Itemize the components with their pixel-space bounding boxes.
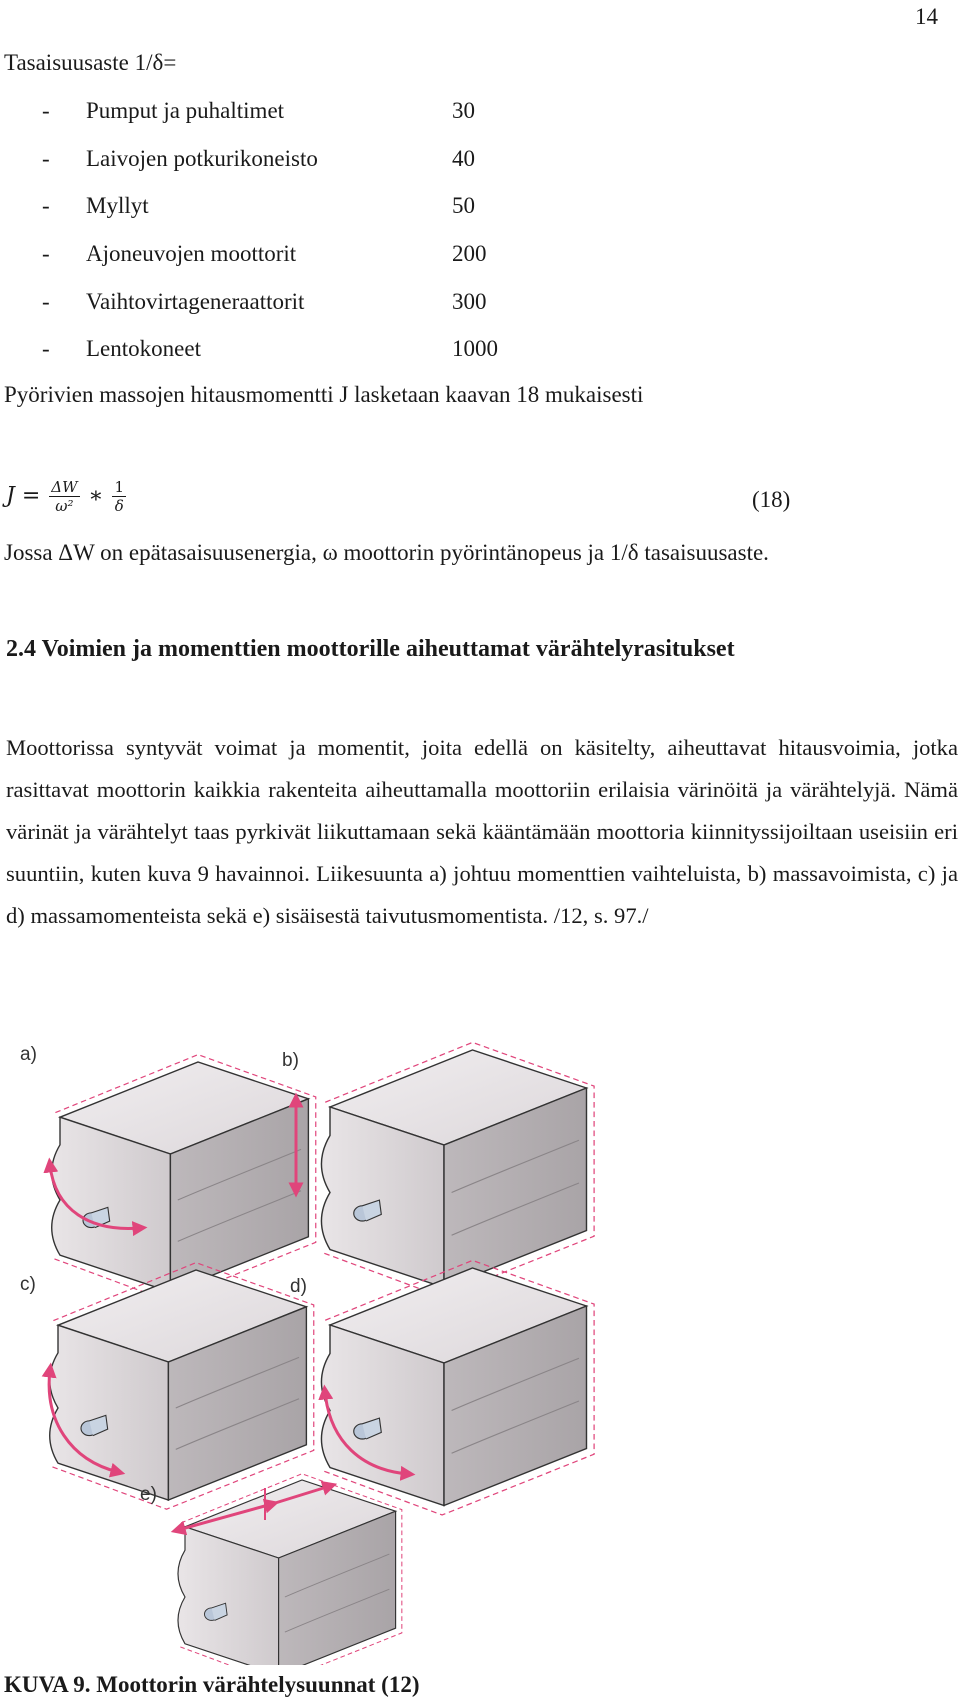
list-value: 50 — [452, 193, 475, 218]
explanation: Jossa ΔW on epätasaisuusenergia, ω moottorin pyörintänopeus ja 1/δ tasaisuusaste. — [4, 540, 769, 565]
list-label: Laivojen potkurikoneisto — [86, 146, 318, 171]
equation-lhs: J = — [6, 483, 41, 509]
list-label: Ajoneuvojen moottorit — [86, 241, 297, 266]
list-dash: - — [42, 289, 50, 314]
list-item — [0, 336, 960, 366]
list-value: 30 — [452, 98, 475, 123]
list-dash: - — [42, 193, 50, 218]
list-item — [0, 241, 960, 271]
figure-label-e: e) — [140, 1484, 157, 1505]
list-value: 300 — [452, 289, 487, 314]
engine-block-a — [52, 1055, 316, 1302]
list-dash: - — [42, 241, 50, 266]
list-label: Lentokoneet — [86, 336, 201, 361]
engine-block-c — [50, 1263, 314, 1510]
equation-fraction-1 — [49, 478, 79, 515]
fraction-1-numerator: ΔW — [51, 478, 78, 496]
page-number: 14 — [915, 4, 938, 29]
equation-fraction-2 — [112, 478, 126, 515]
fraction-2-denominator: δ — [114, 497, 124, 515]
figure-label-d: d) — [290, 1276, 307, 1297]
fraction-1-denominator: ω² — [55, 497, 74, 515]
figure-label-c: c) — [20, 1274, 36, 1295]
figure-caption: KUVA 9. Moottorin värähtelysuunnat (12) — [4, 1672, 420, 1697]
equation-operator: ∗ — [88, 483, 104, 509]
list-dash: - — [42, 336, 50, 361]
list-item — [0, 289, 960, 319]
figure-label-a: a) — [20, 1044, 37, 1065]
list-label: Myllyt — [86, 193, 149, 218]
intro-line: Tasaisuusaste 1/δ= — [4, 50, 177, 75]
list-label: Pumput ja puhaltimet — [86, 98, 285, 123]
list-dash: - — [42, 146, 50, 171]
list-dash: - — [42, 98, 50, 123]
vibration-directions-figure — [0, 1040, 960, 1665]
equation-number: (18) — [752, 487, 791, 512]
list-item — [0, 98, 960, 128]
engine-block-b — [321, 1042, 594, 1297]
body-paragraph: Moottorissa syntyvät voimat ja momentit, joita edellä on käsitelty, aiheuttavat hitausvoimia, jotka rasittavat moottorin kaikkia rakenteita aiheuttamalla moottoriin erilaisia värinöitä ja värähtelyjä. Nämä värinät ja värähtelyt taas pyrkivät liikuttamaan sekä kääntämään moottoria kiinnityssijoiltaan useisiin eri suuntiin, kuten kuva 9 havainnoi. Liikesuunta a) johtuu momenttien vaihteluista, b) massavoimista, c) ja d) massamomenteista sekä e) sisäisestä taivutusmomentista. /12, s. 97./ — [6, 735, 958, 928]
list-label: Vaihtovirtageneraattorit — [86, 289, 305, 314]
section-heading: 2.4 Voimien ja momenttien moottorille aiheuttamat värähtelyrasitukset — [6, 636, 735, 662]
list-item — [0, 193, 960, 223]
list-item — [0, 146, 960, 176]
figure-label-b: b) — [282, 1050, 299, 1071]
engine-block-d — [321, 1260, 594, 1515]
equation — [6, 478, 128, 515]
formula-intro: Pyörivien massojen hitausmomentti J lasketaan kaavan 18 mukaisesti — [4, 382, 644, 407]
fraction-2-numerator: 1 — [114, 478, 124, 496]
list-value: 200 — [452, 241, 487, 266]
engine-block-e — [178, 1474, 402, 1665]
list-value: 40 — [452, 146, 475, 171]
list-value: 1000 — [452, 336, 498, 361]
